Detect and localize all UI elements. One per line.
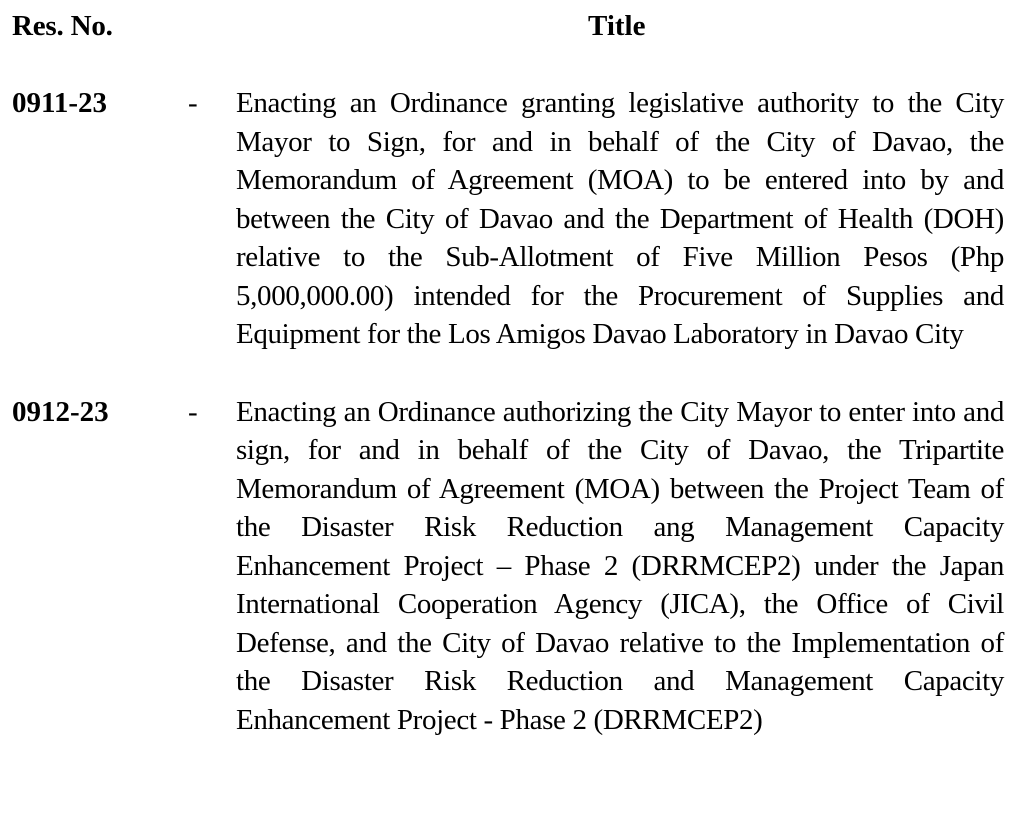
entry-separator: - bbox=[188, 395, 198, 428]
resolution-entry bbox=[0, 393, 1025, 740]
resolution-title: Enacting an Ordinance authorizing the City Mayor to enter into and sign, for and in behalf of the City of Davao, the Tripartite Memorandum of Agreement (MOA) between the Project Team of the Disaster Risk Reduction ang Management Capacity Enhancement Project – Phase 2 (DRRMCEP2) under the Japan International Cooperation Agency (JICA), the Office of Civil Defense, and the City of Davao relative to the Implementation of the Disaster Risk Reduction and Management Capacity Enhancement Project - Phase 2 (DRRMCEP2) bbox=[236, 395, 1004, 736]
resolution-entry bbox=[0, 84, 1025, 354]
title-column-header: Title bbox=[588, 10, 646, 42]
entry-separator: - bbox=[188, 87, 198, 119]
resolution-number: 0911-23 bbox=[12, 87, 108, 119]
res-no-column-header: Res. No. bbox=[12, 10, 113, 42]
resolution-title: Enacting an Ordinance granting legislative authority to the City Mayor to Sign, for and in behalf of the City of Davao, the Memorandum of Agreement (MOA) to be entered into by and between the City of Davao and the Department of Health (DOH) relative to the Sub-Allotment of Five Million Pesos (Php 5,000,000.00) intended for the Procurement of Supplies and Equipment for the Los Amigos Davao Laboratory in Davao City bbox=[236, 87, 1004, 350]
resolution-list bbox=[0, 84, 1025, 778]
table-header bbox=[0, 6, 1025, 46]
resolution-number: 0912-23 bbox=[12, 395, 109, 428]
